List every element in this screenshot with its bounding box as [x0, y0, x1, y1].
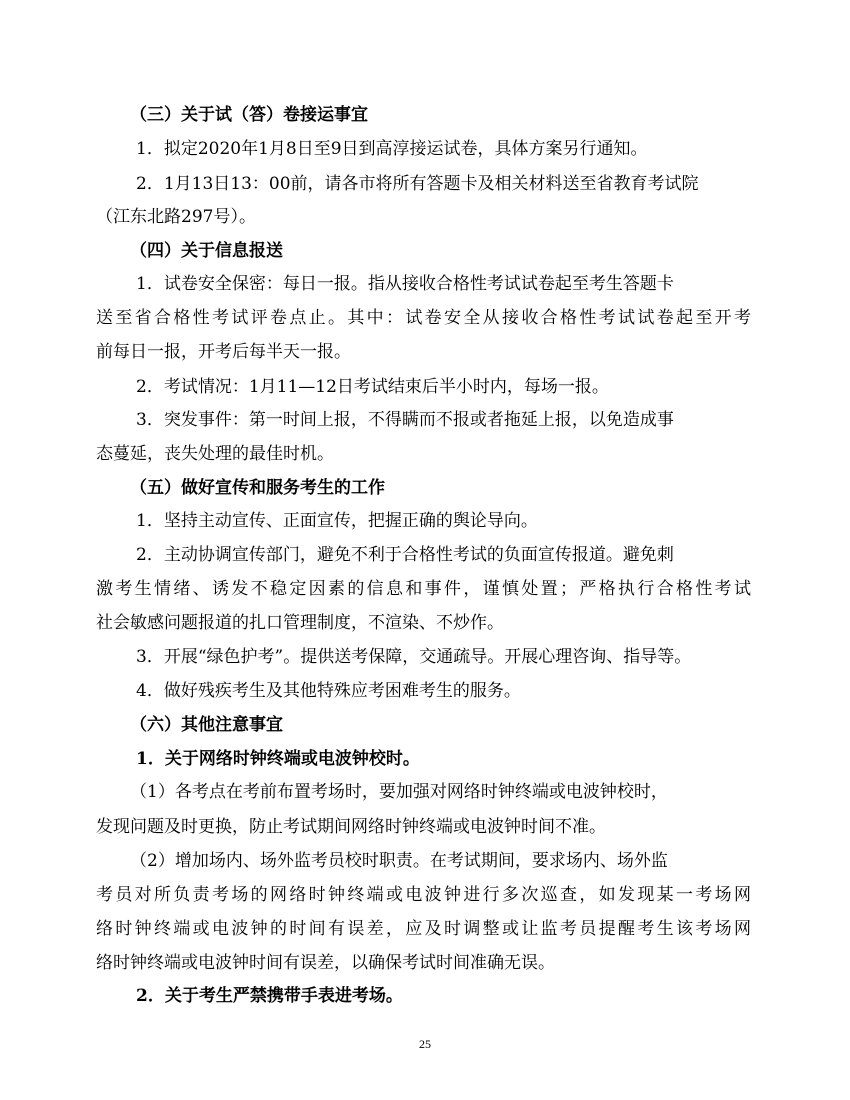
subsection-heading: 1．关于网络时钟终端或电波钟校时。: [136, 749, 420, 769]
paragraph-line: 络时钟终端或电波钟时间有误差，以确保考试时间准确无误。: [96, 953, 555, 973]
page-number: 25: [419, 1037, 431, 1051]
subsection-heading: 2．关于考生严禁携带手表进考场。: [136, 986, 403, 1006]
paragraph-line: 1．拟定2020年1月8日至9日到高淳接运试卷，具体方案另行通知。: [136, 139, 648, 159]
section-heading-5: （五）做好宣传和服务考生的工作: [130, 478, 385, 498]
paragraph-line: 态蔓延，丧失处理的最佳时机。: [96, 444, 334, 464]
paragraph-line: 2．主动协调宣传部门，避免不利于合格性考试的负面宣传报道。避免刺: [136, 545, 674, 565]
paragraph-line: （2）增加场内、场外监考员校时职责。在考试期间，要求场内、场外监: [130, 851, 668, 871]
paragraph-line: 考员对所负责考场的网络时钟终端或电波钟进行多次巡查，如发现某一考场网: [96, 885, 751, 905]
paragraph-line: 络时钟终端或电波钟的时间有误差，应及时调整或让监考员提醒考生该考场网: [96, 919, 751, 939]
paragraph-line: 送至省合格性考试评卷点止。其中：试卷安全从接收合格性考试试卷起至开考: [96, 308, 751, 328]
paragraph-line: 2．考试情况：1月11—12日考试结束后半小时内，每场一报。: [136, 377, 609, 397]
section-heading-3: （三）关于试（答）卷接运事宜: [130, 105, 368, 125]
paragraph-line: 社会敏感问题报道的扎口管理制度，不渲染、不炒作。: [96, 613, 504, 633]
paragraph-line: （江东北路297号）。: [96, 207, 256, 227]
paragraph-line: 激考生情绪、诱发不稳定因素的信息和事件，谨慎处置；严格执行合格性考试: [96, 579, 751, 599]
paragraph-line: 3．开展“绿色护考”。提供送考保障，交通疏导。开展心理咨询、指导等。: [136, 647, 692, 667]
paragraph-line: 1．坚持主动宣传、正面宣传，把握正确的舆论导向。: [136, 511, 538, 531]
paragraph-line: 发现问题及时更换，防止考试期间网络时钟终端或电波钟时间不准。: [96, 817, 606, 837]
paragraph-line: 前每日一报，开考后每半天一报。: [96, 342, 351, 362]
paragraph-line: 4．做好残疾考生及其他特殊应考困难考生的服务。: [136, 681, 521, 701]
paragraph-line: 2．1月13日13：00前，请各市将所有答题卡及相关材料送至省教育考试院: [136, 174, 699, 194]
paragraph-line: （1）各考点在考前布置考场时，要加强对网络时钟终端或电波钟校时，: [130, 782, 668, 802]
paragraph-line: 1．试卷安全保密：每日一报。指从接收合格性考试试卷起至考生答题卡: [136, 274, 674, 294]
section-heading-6: （六）其他注意事宜: [130, 715, 283, 735]
section-heading-4: （四）关于信息报送: [130, 241, 283, 261]
paragraph-line: 3．突发事件：第一时间上报，不得瞒而不报或者拖延上报，以免造成事: [136, 410, 674, 430]
